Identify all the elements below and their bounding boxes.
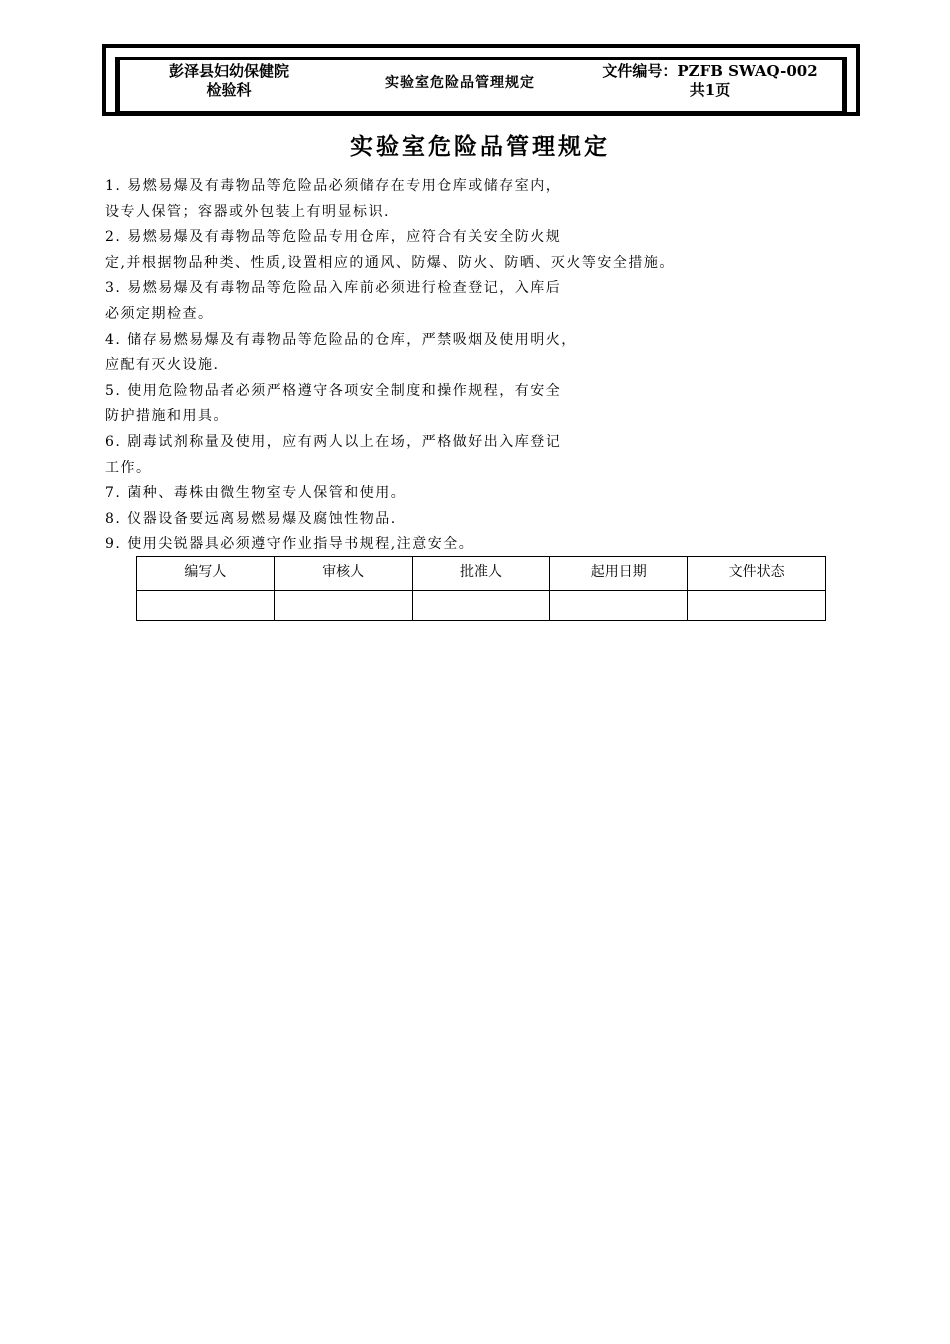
header-doc-info bbox=[580, 62, 840, 100]
header-cell-approver: 批准人 bbox=[412, 557, 550, 591]
body-line: 8. 仪器设备要远离易燃易爆及腐蚀性物品. bbox=[105, 510, 397, 527]
body-line: 4. 储存易燃易爆及有毒物品等危险品的仓库，严禁吸烟及使用明火， bbox=[105, 331, 577, 348]
header-doc-number: 文件编号：PZFB SWAQ-002 bbox=[602, 62, 818, 80]
body-line: 应配有灭火设施. bbox=[105, 357, 220, 374]
value-cell-start-date bbox=[550, 591, 688, 621]
header-inner-frame bbox=[115, 57, 847, 112]
document-header bbox=[102, 44, 860, 116]
header-cell-start-date: 起用日期 bbox=[550, 557, 688, 591]
signature-table bbox=[136, 556, 826, 621]
header-org-line1: 彭泽县妇幼保健院 bbox=[168, 62, 289, 80]
page-title: 实验室危险品管理规定 bbox=[350, 133, 610, 160]
body-line: 6. 剧毒试剂称量及使用，应有两人以上在场，严格做好出入库登记 bbox=[105, 433, 562, 450]
value-cell-reviewer bbox=[274, 591, 412, 621]
header-organization bbox=[134, 62, 324, 100]
body-line: 防护措施和用具。 bbox=[105, 408, 229, 425]
signature-value-row bbox=[137, 591, 826, 621]
header-page-count: 共1页 bbox=[689, 81, 731, 99]
regulation-body bbox=[105, 174, 825, 558]
header-cell-reviewer: 审核人 bbox=[274, 557, 412, 591]
body-line: 5. 使用危险物品者必须严格遵守各项安全制度和操作规程，有安全 bbox=[105, 382, 562, 399]
header-org-line2: 检验科 bbox=[206, 81, 252, 99]
body-line: 3. 易燃易爆及有毒物品等危险品入库前必须进行检查登记，入库后 bbox=[105, 280, 562, 297]
header-title: 实验室危险品管理规定 bbox=[385, 75, 535, 91]
body-line: 9. 使用尖锐器具必须遵守作业指导书规程,注意安全。 bbox=[105, 536, 475, 553]
body-line: 设专人保管；容器或外包装上有明显标识. bbox=[105, 203, 390, 220]
value-cell-author bbox=[137, 591, 275, 621]
value-cell-doc-status bbox=[688, 591, 826, 621]
body-line: 1. 易燃易爆及有毒物品等危险品必须储存在专用仓库或储存室内， bbox=[105, 178, 562, 194]
value-cell-approver bbox=[412, 591, 550, 621]
header-cell-doc-status: 文件状态 bbox=[688, 557, 826, 591]
body-line: 定,并根据物品种类、性质,设置相应的通风、防爆、防火、防晒、灭火等安全措施。 bbox=[105, 254, 675, 271]
body-line: 工作。 bbox=[105, 459, 152, 476]
body-line: 必须定期检查。 bbox=[105, 305, 214, 322]
body-line: 2. 易燃易爆及有毒物品等危险品专用仓库，应符合有关安全防火规 bbox=[105, 229, 562, 246]
signature-header-row bbox=[137, 557, 826, 591]
body-line: 7. 菌种、毒株由微生物室专人保管和使用。 bbox=[105, 485, 407, 502]
header-cell-author: 编写人 bbox=[137, 557, 275, 591]
